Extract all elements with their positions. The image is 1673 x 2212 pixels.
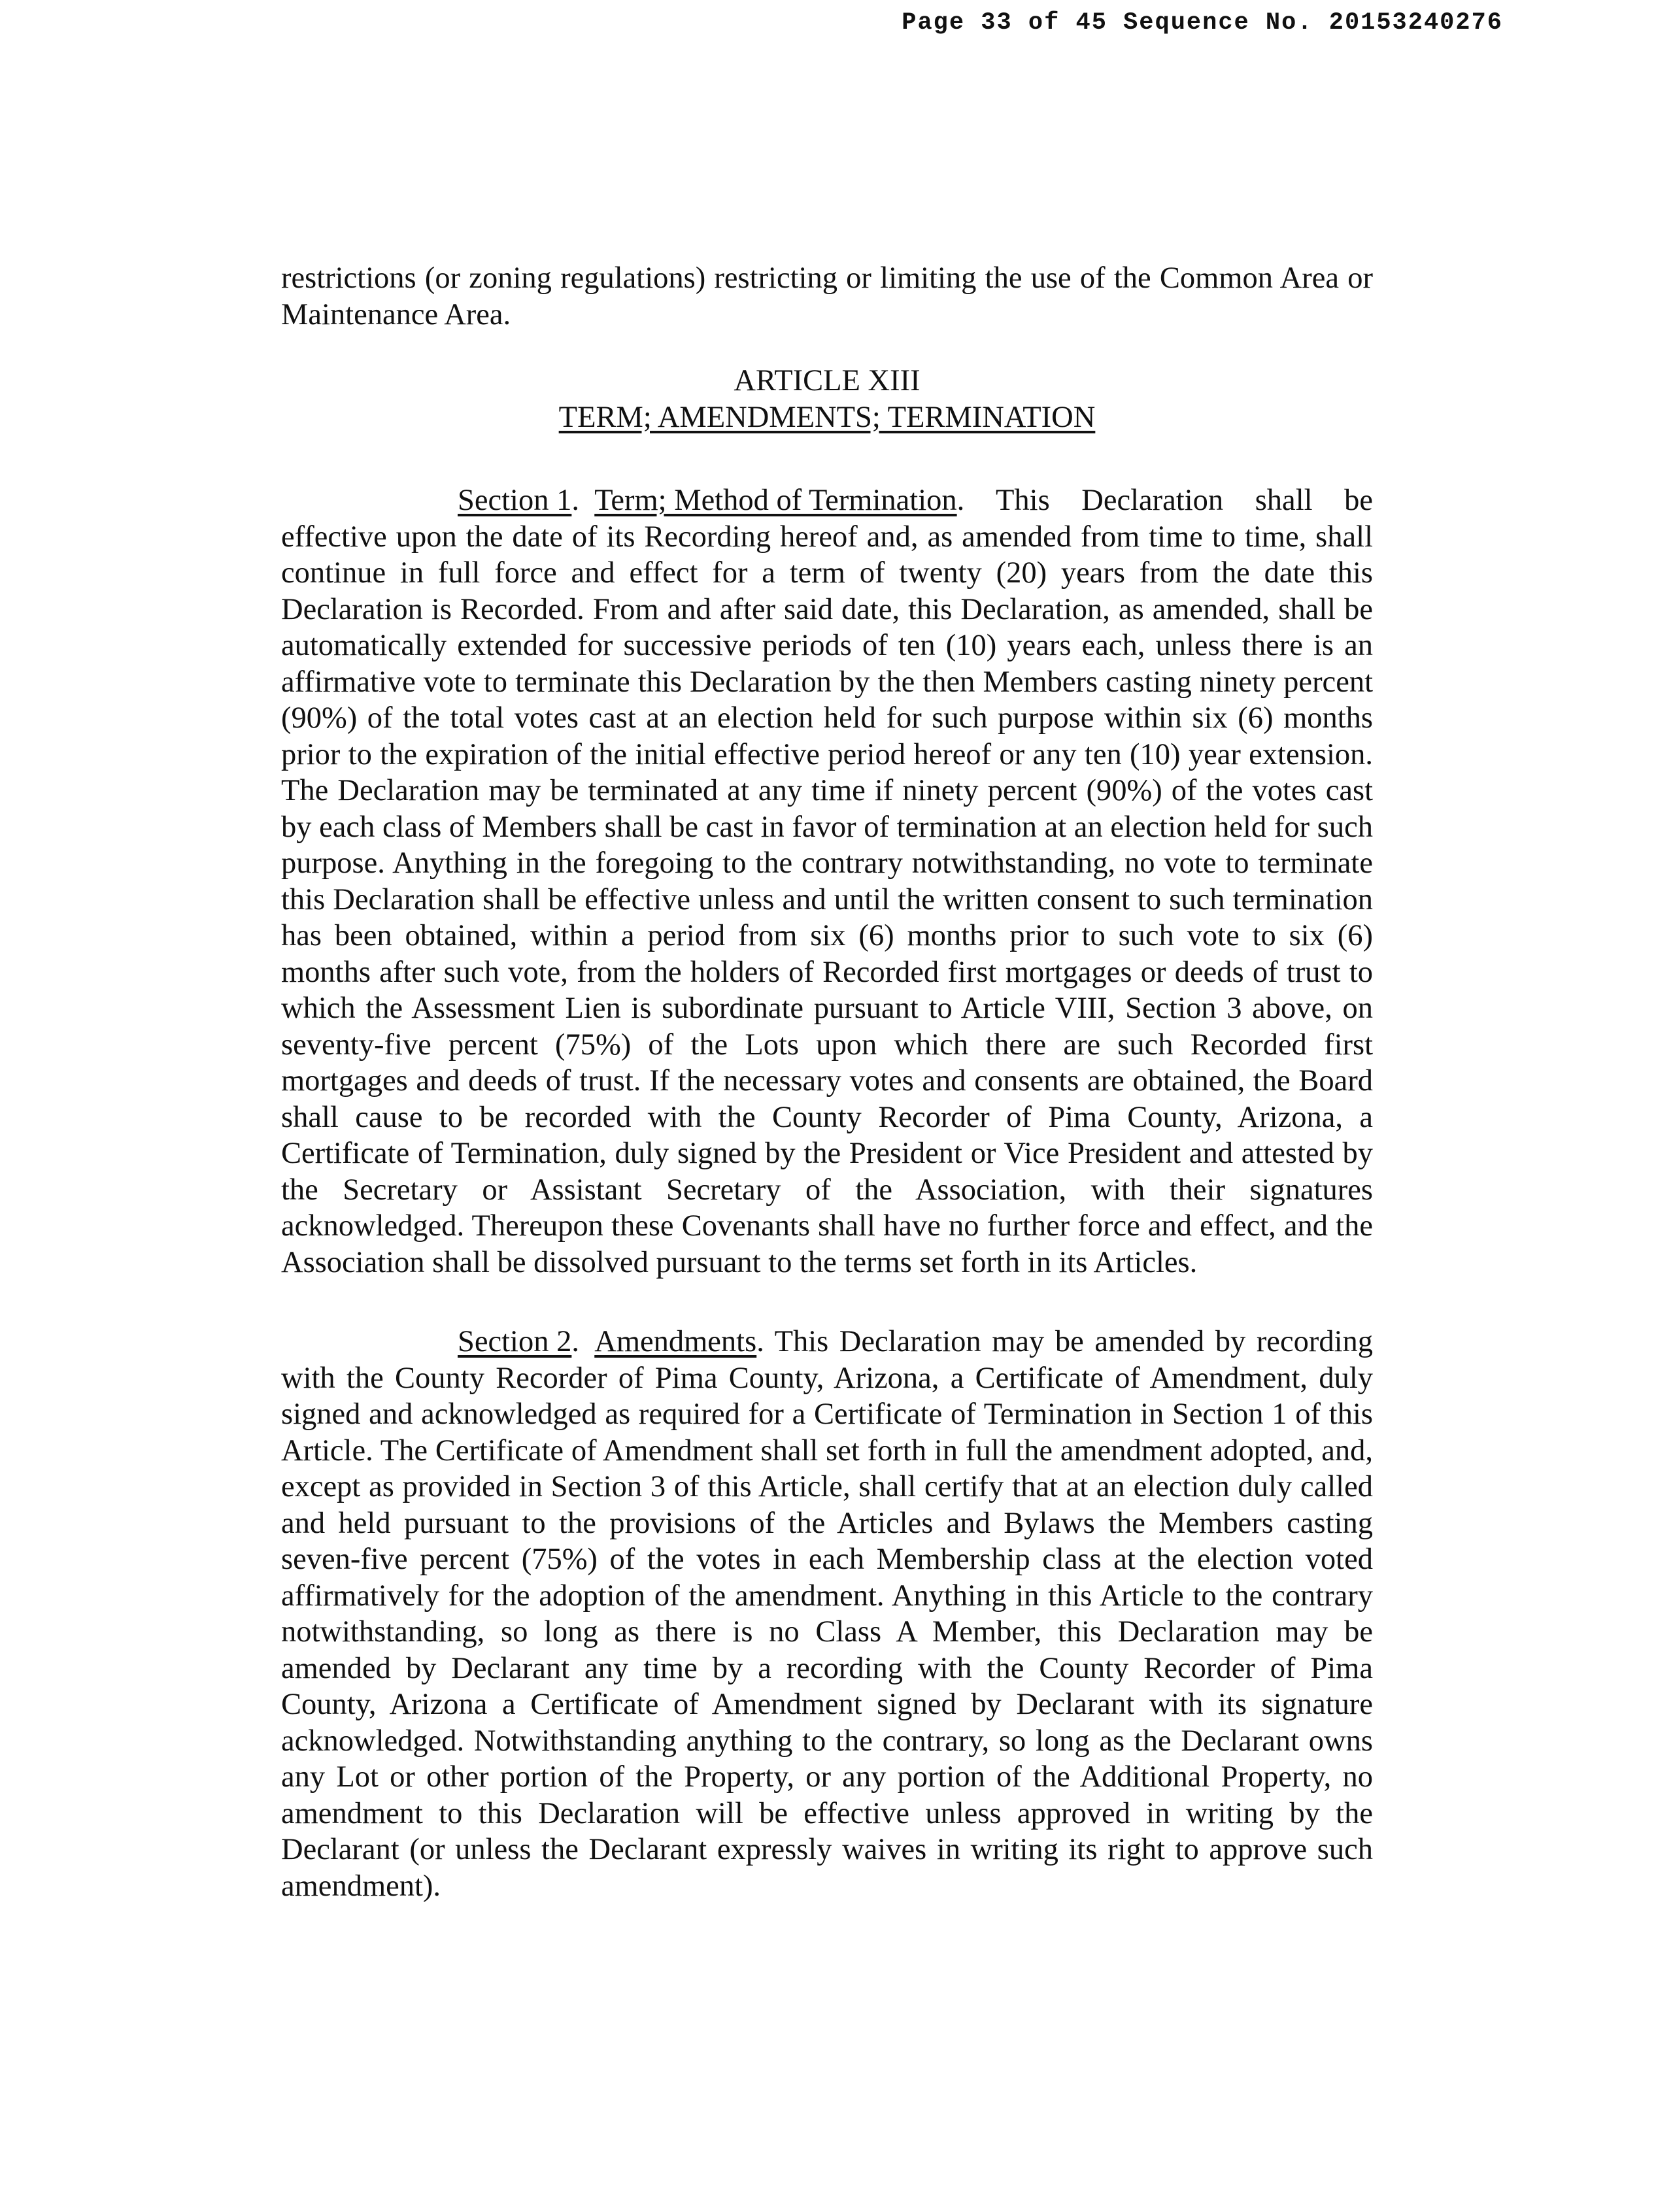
article-title-text: TERM; AMENDMENTS; TERMINATION bbox=[558, 400, 1096, 434]
section-2-lead: Section 2. Amendments. bbox=[458, 1325, 764, 1358]
section-2-heading: Amendments bbox=[594, 1325, 757, 1358]
section-1-text: This Declaration shall be effective upon the date of its Recording hereof and, as amended from time to time, shall continue in full force and effect for a term of twenty (20) years from the date this Declaration is Recorded. From and after said date, this Declaration, as amended, shall be automatically extended for successive periods of ten (10) years each, unless there is an affirmative vote to terminate this Declaration by the then Members casting ninety percent (90%) of the total votes cast at an election held for such purpose within six (6) months prior to the expiration of the initial effective period hereof or any ten (10) year extension. The Declaration may be terminated at any time if ninety percent (90%) of the votes cast by each class of Members shall be cast in favor of termination at an election held for such purpose. Anything in the foregoing to the contrary notwithstanding, no vote to terminate this Declaration shall be effective unless and until the written consent to such termination has been obtained, within a period from six (6) months prior to such vote to six (6) months after such vote, from the holders of Recorded first mortgages or deeds of trust to which the Assessment Lien is subordinate pursuant to Article VIII, Section 3 above, on seventy-five percent (75%) of the Lots upon which there are such Recorded first mortgages and deeds of trust. If the necessary votes and consents are obtained, the Board shall cause to be recorded with the County Recorder of Pima County, Arizona, a Certificate of Termination, duly signed by the President or Vice President and attested by the Secretary or Assistant Secretary of the Association, with their signatures acknowledged. Thereupon these Covenants shall have no further force and effect, and the Association shall be dissolved pursuant to the terms set forth in its Articles. bbox=[281, 484, 1373, 1279]
section-1-heading: Term; Method of Termination bbox=[594, 484, 957, 517]
article-heading bbox=[281, 363, 1373, 435]
continuation-paragraph: restrictions (or zoning regulations) restricting or limiting the use of the Common Area or Maintenance Area. bbox=[281, 261, 1373, 331]
article-number: ARTICLE XIII bbox=[734, 364, 921, 397]
section-2-text: This Declaration may be amended by recording with the County Recorder of Pima County, Arizona, a Certificate of Amendment, duly signed and acknowledged as required for a Certificate of Termination in Section 1 of this Article. The Certificate of Amendment shall set forth in full the amendment adopted, and, except as provided in Section 3 of this Article, shall certify that at an election duly called and held pursuant to the provisions of the Articles and Bylaws the Members casting seven-five percent (75%) of the votes in each Membership class at the election voted affirmatively for the adoption of the amendment. Anything in this Article to the contrary notwithstanding, so long as there is no Class A Member, this Declaration may be amended by Declarant any time by a recording with the County Recorder of Pima County, Arizona a Certificate of Amendment signed by Declarant with its signature acknowledged. Notwithstanding anything to the contrary, so long as the Declarant owns any Lot or other portion of the Property, or any portion of the Additional Property, no amendment to this Declaration will be effective unless approved in writing by the Declarant (or unless the Declarant expressly waives in writing its right to approve such amendment). bbox=[281, 1325, 1373, 1903]
page-header: Page 33 of 45 Sequence No. 20153240276 bbox=[902, 9, 1503, 37]
section-1-lead: Section 1. Term; Method of Termination. bbox=[458, 484, 965, 517]
article-title bbox=[281, 399, 1373, 436]
section-1-label: Section 1 bbox=[458, 484, 572, 517]
section-2-paragraph bbox=[281, 1324, 1373, 1904]
section-1-paragraph bbox=[281, 482, 1373, 1281]
section-2-label: Section 2 bbox=[458, 1325, 572, 1358]
